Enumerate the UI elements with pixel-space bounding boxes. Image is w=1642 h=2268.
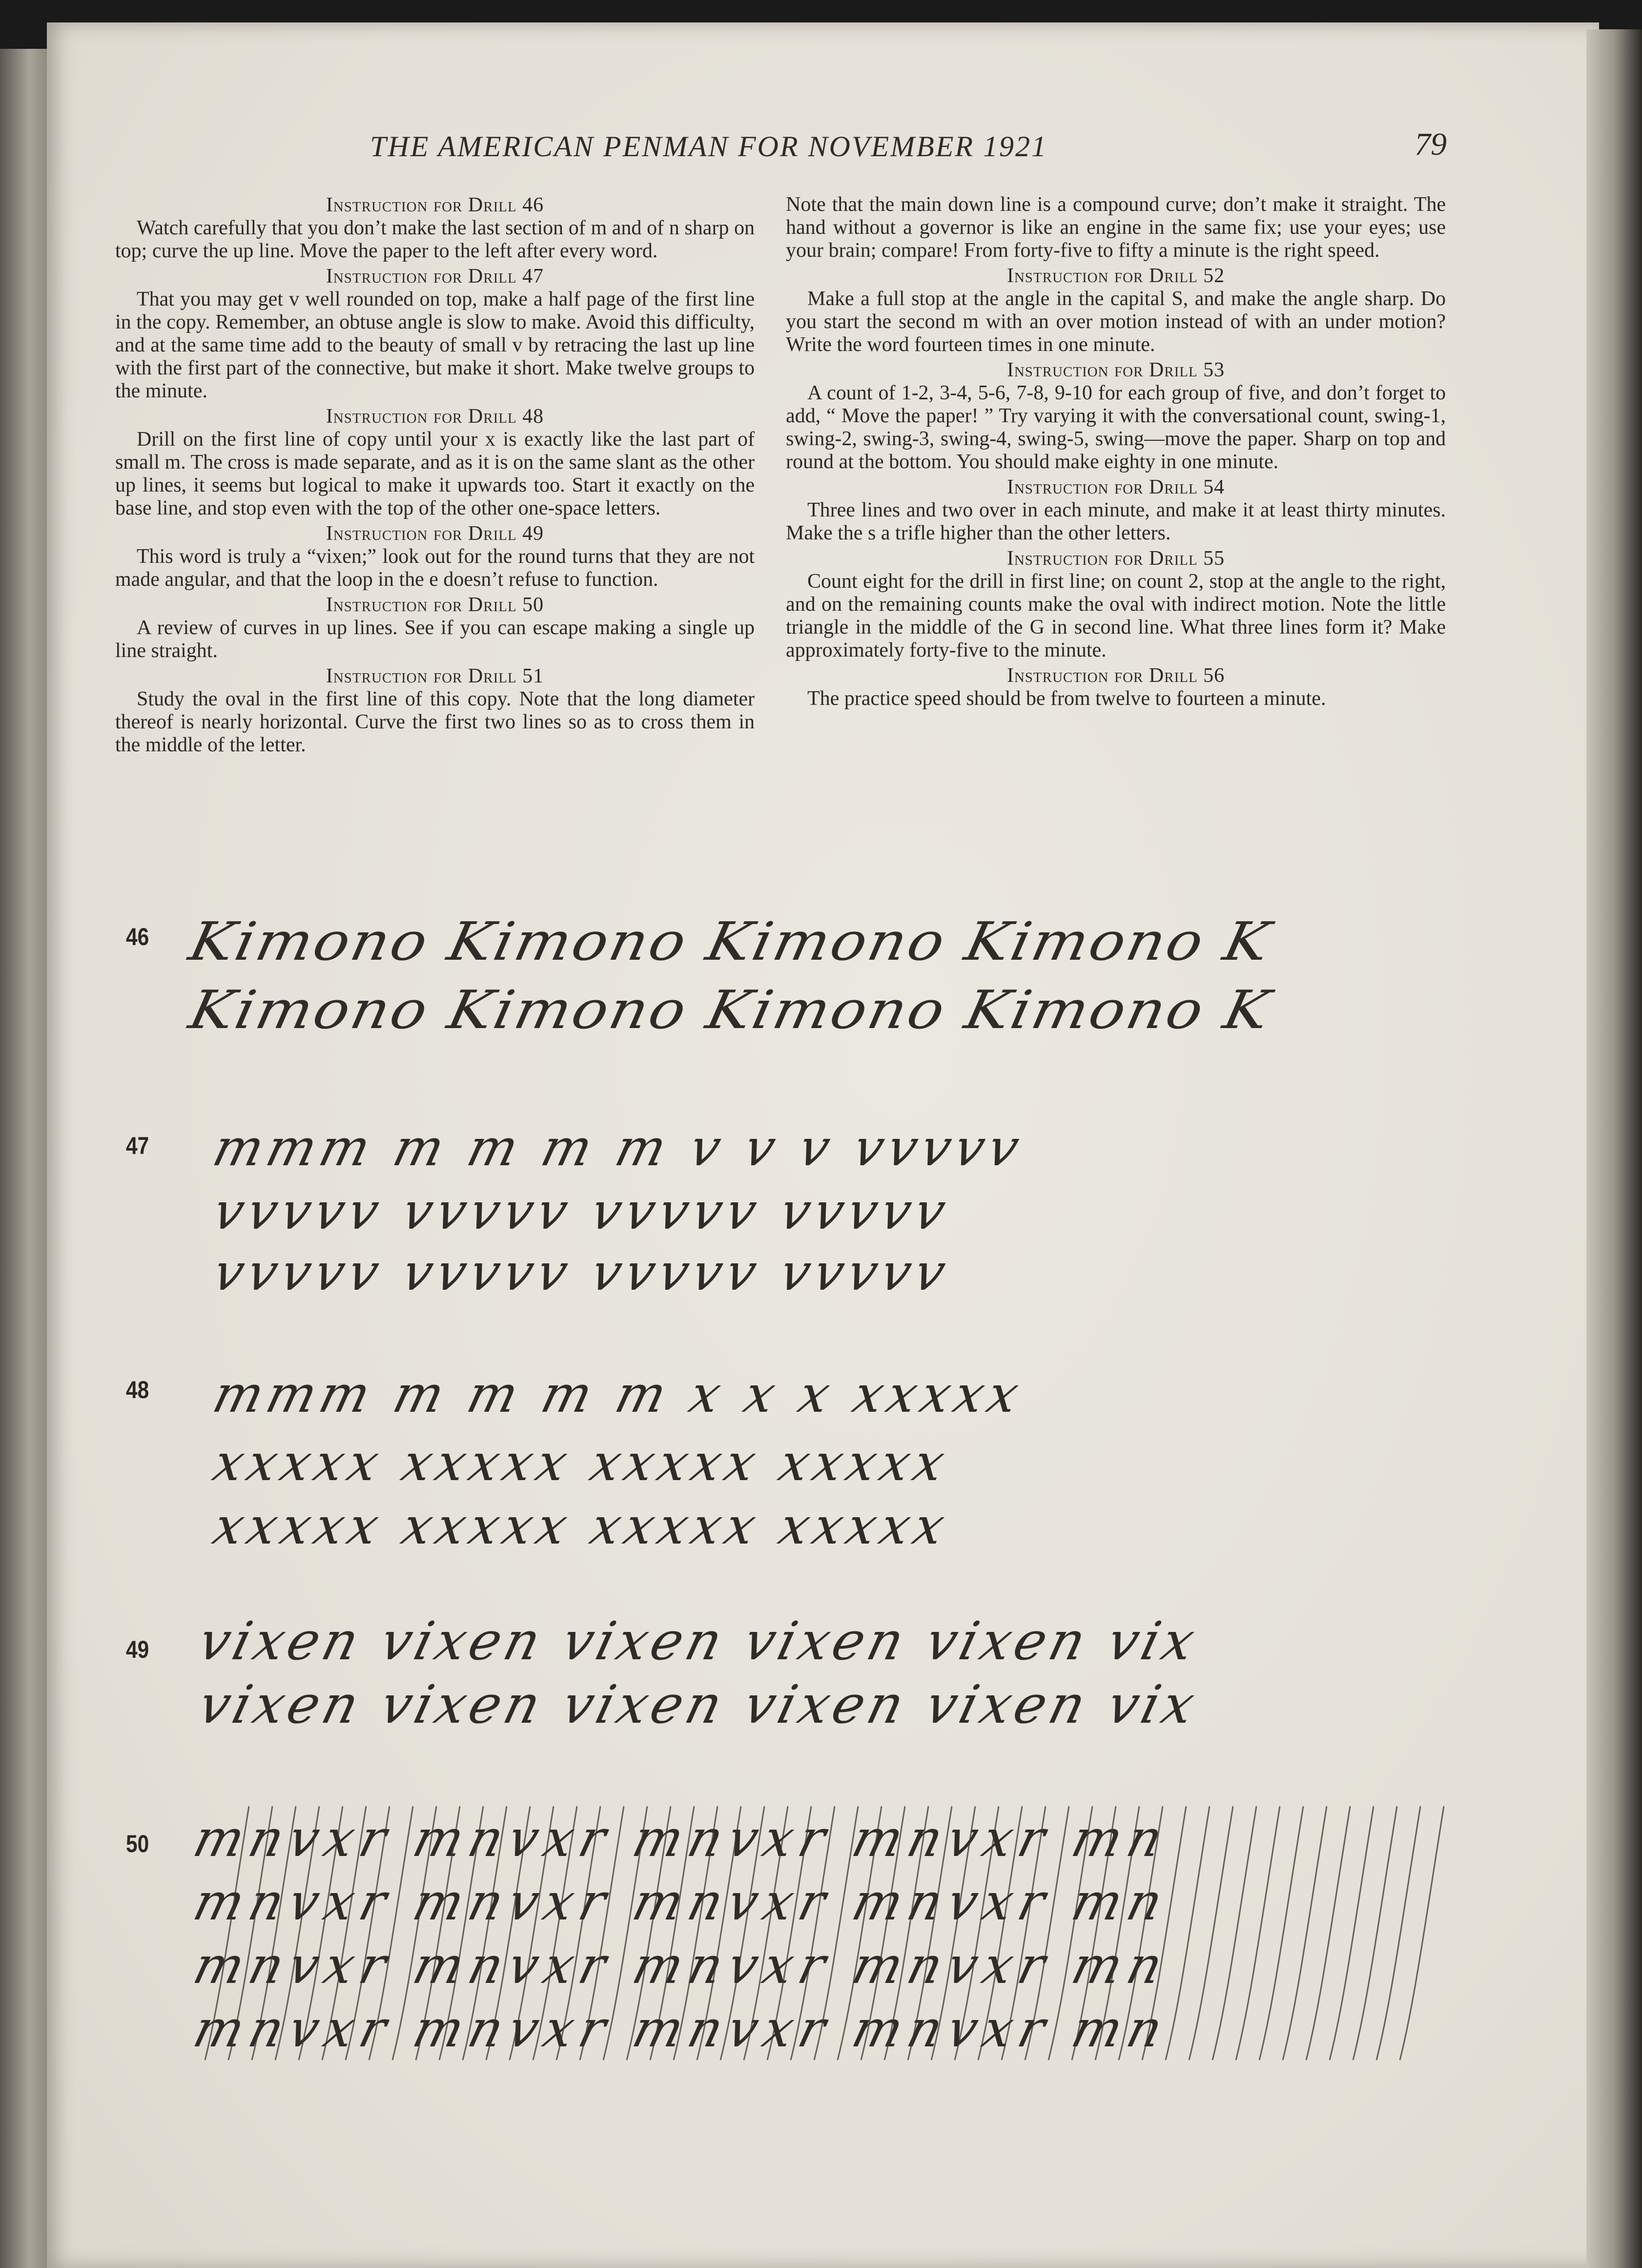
slant-stroke [1212, 1806, 1256, 2060]
running-head: THE AMERICAN PENMAN FOR NOVEMBER 1921 [370, 130, 1048, 163]
section-text: Three lines and two over in each minute, and make it at least thirty minutes. Make the s a trifle higher than the other letters. [786, 499, 1446, 544]
slant-stroke [978, 1806, 1022, 2060]
section-heading: Instruction for Drill 51 [326, 665, 544, 687]
script-copy-line: vvvvv vvvvv vvvvv vvvvv [207, 1181, 957, 1241]
section-text: That you may get v well rounded on top, make a half page of the first line in the copy. Remember, an obtuse angle is slow to make. Avoid this difficulty, and at the same time add to the beauty of small v by retracing the last up line with the first part of the connective, but make it short. Make twelve groups to the minute. [115, 288, 755, 402]
section-heading: Instruction for Drill 55 [1006, 547, 1225, 570]
section-heading: Instruction for Drill 50 [326, 594, 544, 616]
drill-number: 49 [126, 1636, 149, 1663]
drill-number: 48 [126, 1376, 149, 1403]
slant-stroke [791, 1806, 835, 2060]
script-copy-line: xxxxx xxxxx xxxxx xxxxx [207, 1433, 956, 1492]
script-copy-line: mmm m m m m v v v vvvvv [207, 1118, 1030, 1177]
drill-number: 47 [126, 1132, 149, 1159]
slant-stroke [369, 1806, 413, 2060]
slant-stroke [767, 1806, 811, 2060]
section-heading: Instruction for Drill 56 [1006, 664, 1225, 687]
section-heading: Instruction for Drill 54 [1006, 476, 1225, 498]
slant-stroke [1330, 1806, 1374, 2060]
slant-stroke [1189, 1806, 1233, 2060]
section-text: A review of curves in up lines. See if you can escape making a single up line straight. [115, 617, 755, 662]
script-copy-line: Kimono Kimono Kimono Kimono K [184, 911, 1277, 973]
section-text: This word is truly a “vixen;” look out for the round turns that they are not made angular, and that the loop in the e doesn’t refuse to function. [115, 545, 755, 591]
slant-stroke [1025, 1806, 1069, 2060]
slant-stroke [1119, 1806, 1163, 2060]
slant-stroke [228, 1806, 272, 2060]
section-heading: Instruction for Drill 47 [326, 265, 544, 288]
slant-stroke [510, 1806, 554, 2060]
slant-stroke [1259, 1806, 1303, 2060]
section-text: Study the oval in the first line of this copy. Note that the long diameter thereof is nearly horizontal. Curve the first two lines so as to cross them in the middle of the letter. [115, 688, 755, 756]
slant-stroke [603, 1806, 647, 2060]
slant-stroke [346, 1806, 390, 2060]
slant-stroke [1236, 1806, 1280, 2060]
slant-stroke [908, 1806, 952, 2060]
slant-stroke [1166, 1806, 1210, 2060]
script-copy-line: mnvxr mnvxr mnvxr mnvxr mn [187, 1999, 1175, 2059]
section-text: Count eight for the drill in first line; on count 2, stop at the angle to the right, and on the remaining counts make the oval with indirect motion. Note the little triangle in the middle of the G in second line. What three lines form it? Make approximately forty-five to the minute. [786, 570, 1446, 661]
slant-stroke [275, 1806, 319, 2060]
slant-stroke [580, 1806, 624, 2060]
slant-stroke [955, 1806, 999, 2060]
slant-stroke [252, 1806, 296, 2060]
section-text: Drill on the first line of copy until your x is exactly like the last part of small m. The cross is made separate, and as it is on the same slant as the other up lines, it seems but logical to make it upwards too. Start it exactly on the base line, and stop even with the top of the other one-space letters. [115, 428, 755, 519]
slant-stroke [299, 1806, 343, 2060]
slant-stroke [697, 1806, 741, 2060]
drill-number: 50 [126, 1830, 149, 1857]
slant-stroke [1048, 1806, 1092, 2060]
section-text: Watch carefully that you don’t make the last section of m and of n sharp on top; curve the up line. Move the paper to the left after every word. [115, 217, 755, 262]
slant-stroke [463, 1806, 507, 2060]
slant-stroke [486, 1806, 530, 2060]
slant-stroke [1376, 1806, 1420, 2060]
slant-stroke [392, 1806, 436, 2060]
slant-stroke [322, 1806, 366, 2060]
slant-stroke [1400, 1806, 1444, 2060]
script-copy-line: vixen vixen vixen vixen vixen vix [192, 1674, 1205, 1735]
section-heading: Instruction for Drill 52 [1006, 265, 1225, 287]
section-text: The practice speed should be from twelve to fourteen a minute. [807, 687, 1326, 710]
slant-stroke [838, 1806, 882, 2060]
section-heading: Instruction for Drill 49 [326, 522, 544, 545]
slant-stroke [744, 1806, 788, 2060]
slant-stroke [416, 1806, 460, 2060]
script-copy-line: mnvxr mnvxr mnvxr mnvxr mn [187, 1936, 1175, 1995]
section-text: Make a full stop at the angle in the capital S, and make the angle sharp. Do you start the second m with an over motion instead of with an under motion? Write the word fourteen times in one minute. [786, 288, 1446, 356]
script-copy-line: mmm m m m m x x x xxxxx [207, 1364, 1030, 1424]
section-text: Note that the main down line is a compound curve; don’t make it straight. The hand without a governor is like an engine in the same fix; use your eyes; use your brain; compare! From forty-five to fifty a minute is the right speed. [786, 193, 1446, 262]
drill-number: 46 [126, 923, 149, 950]
slant-stroke [931, 1806, 975, 2060]
script-copy-line: mnvxr mnvxr mnvxr mnvxr mn [187, 1809, 1175, 1868]
slant-stroke [814, 1806, 858, 2060]
page-number: 79 [1415, 126, 1447, 162]
slant-stroke [1283, 1806, 1327, 2060]
section-heading: Instruction for Drill 53 [1006, 359, 1225, 381]
script-copy-line: vvvvv vvvvv vvvvv vvvvv [207, 1242, 957, 1302]
slant-stroke [1142, 1806, 1186, 2060]
slant-stroke [627, 1806, 671, 2060]
slant-stroke [1072, 1806, 1116, 2060]
slant-stroke [439, 1806, 483, 2060]
script-copy-line: Kimono Kimono Kimono Kimono K [184, 979, 1277, 1041]
script-copy-line: mnvxr mnvxr mnvxr mnvxr mn [187, 1872, 1175, 1932]
slant-stroke [720, 1806, 764, 2060]
slant-stroke [1095, 1806, 1139, 2060]
section-heading: Instruction for Drill 48 [326, 405, 544, 428]
slant-stroke [861, 1806, 905, 2060]
slant-stroke [1306, 1806, 1350, 2060]
slant-stroke [650, 1806, 694, 2060]
slant-stroke [205, 1806, 249, 2060]
slant-stroke [674, 1806, 718, 2060]
slant-stroke [884, 1806, 928, 2060]
script-copy-line: xxxxx xxxxx xxxxx xxxxx [207, 1496, 956, 1556]
script-copy-line: vixen vixen vixen vixen vixen vix [192, 1611, 1205, 1672]
slant-stroke [1002, 1806, 1046, 2060]
slant-stroke [533, 1806, 577, 2060]
slant-stroke [556, 1806, 600, 2060]
section-heading: Instruction for Drill 46 [326, 194, 544, 216]
slant-stroke [1353, 1806, 1397, 2060]
section-text: A count of 1-2, 3-4, 5-6, 7-8, 9-10 for each group of five, and don’t forget to add, “ Move the paper! ” Try varying it with the conversational count, swing-1, swing-2, swing-3, swing-4, swing-5, swing—move the paper. Sharp on top and round at the bottom. You should make eighty in one minute. [786, 382, 1446, 473]
